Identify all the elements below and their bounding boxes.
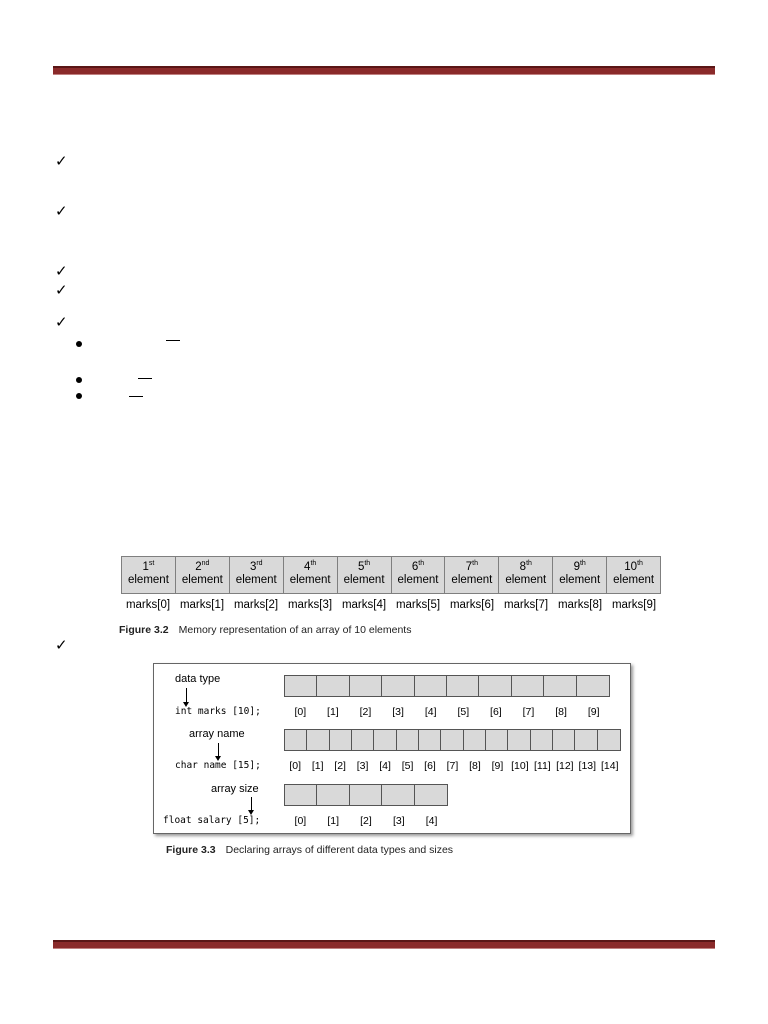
array-index-label: [4] [424, 706, 437, 718]
array-slot [531, 730, 553, 750]
array-index-label: [8] [555, 706, 567, 718]
array-slot [350, 676, 382, 696]
array-element-cell [284, 557, 338, 593]
element-ordinal: 7 [465, 561, 473, 573]
element-ordinal-suffix: th [637, 560, 643, 567]
array-slot [508, 730, 530, 750]
array-slot [598, 730, 620, 750]
element-ordinal-suffix: st [148, 560, 155, 567]
decl-char: char name [15]; [175, 760, 261, 771]
array-slot [577, 676, 609, 696]
element-subscript-label: marks[5] [395, 599, 441, 611]
array-slot [285, 730, 307, 750]
array-index-label: [1] [327, 706, 339, 718]
array-index-label: [2] [360, 815, 372, 827]
array-index-label: [6] [424, 760, 436, 772]
array-slot [397, 730, 419, 750]
array-index-label: [1] [311, 760, 324, 772]
element-word: element [343, 574, 385, 586]
array-index-label: [3] [392, 706, 404, 718]
array-slot [415, 676, 447, 696]
array-slot [464, 730, 486, 750]
array-element-cell [553, 557, 607, 593]
em-dash-1 [166, 340, 180, 341]
element-ordinal: 4 [304, 561, 311, 573]
label-data-type: data type [175, 673, 221, 685]
array-index-label: [0] [294, 815, 307, 827]
element-word: element [235, 574, 277, 586]
array-slot [352, 730, 374, 750]
array-index-label: [13] [578, 760, 597, 772]
label-array-name: array name [189, 728, 245, 740]
array-slot [330, 730, 352, 750]
element-subscript-label: marks[2] [233, 599, 279, 611]
element-ordinal-suffix: th [310, 560, 317, 567]
element-ordinal-suffix: nd [201, 560, 210, 567]
array-slot [307, 730, 329, 750]
element-ordinal-suffix: th [579, 560, 586, 567]
array-slot [382, 676, 414, 696]
caption-text: Memory representation of an array of 10 elements [178, 624, 412, 636]
sub-bullet-3 [76, 393, 82, 399]
memory-array-figure [121, 556, 661, 594]
element-word: element [559, 574, 601, 586]
check-bullet-2: ✓ [55, 203, 68, 220]
array-slot [350, 785, 382, 805]
array-index-label: [2] [334, 760, 346, 772]
decl-float: float salary [5]; [163, 815, 261, 826]
array-index-label: [5] [457, 706, 470, 718]
element-subscript-label: marks[9] [611, 599, 657, 611]
array-slot [441, 730, 463, 750]
caption-label: Figure 3.2 [119, 624, 169, 636]
header-rule [53, 66, 715, 75]
array-index-label: [12] [556, 760, 574, 772]
element-ordinal-suffix: th [526, 560, 532, 567]
element-word: element [613, 574, 655, 586]
array-index-label: [3] [356, 760, 369, 772]
array-element-cell [230, 557, 284, 593]
array-index-label: [0] [294, 706, 307, 718]
element-ordinal: 3 [249, 561, 257, 573]
element-subscript-label: marks[0] [125, 599, 171, 611]
element-word: element [289, 574, 331, 586]
check-bullet-4: ✓ [55, 282, 68, 299]
element-subscript-label: marks[3] [287, 599, 333, 611]
array-slot [382, 785, 414, 805]
element-ordinal-suffix: rd [256, 560, 263, 567]
array-slot [512, 676, 544, 696]
array-index-label: [0] [289, 760, 302, 772]
element-ordinal: 10 [624, 561, 638, 573]
array-index-label: [9] [587, 706, 600, 718]
element-subscript-label: marks[6] [449, 599, 495, 611]
array-index-label: [1] [327, 815, 340, 827]
float-array-boxes [284, 784, 448, 806]
check-bullet-3: ✓ [55, 263, 68, 280]
array-element-cell [338, 557, 392, 593]
array-index-label: [8] [469, 760, 481, 772]
array-element-cell [176, 557, 230, 593]
element-ordinal-suffix: th [418, 560, 425, 567]
array-index-label: [10] [511, 760, 529, 772]
sub-bullet-1 [76, 341, 82, 347]
element-word: element [127, 574, 169, 586]
array-slot [553, 730, 575, 750]
array-element-cell [392, 557, 446, 593]
sub-bullet-2 [76, 377, 82, 383]
element-ordinal: 1 [142, 561, 149, 573]
element-ordinal: 8 [519, 561, 527, 573]
array-index-label: [4] [425, 815, 438, 827]
element-subscript-label: marks[1] [179, 599, 225, 611]
memory-array-labels [121, 599, 661, 611]
element-ordinal: 9 [573, 561, 580, 573]
array-index-label: [7] [446, 760, 459, 772]
footer-rule [53, 940, 715, 949]
element-ordinal: 5 [357, 561, 365, 573]
element-word: element [505, 574, 547, 586]
array-index-label: [6] [490, 706, 502, 718]
element-subscript-label: marks[8] [557, 599, 603, 611]
check-bullet-6: ✓ [55, 637, 68, 654]
element-ordinal: 6 [411, 561, 419, 573]
array-slot [285, 676, 317, 696]
array-element-cell [445, 557, 499, 593]
array-index-label: [9] [491, 760, 504, 772]
caption-label: Figure 3.3 [166, 844, 216, 856]
array-slot [419, 730, 441, 750]
array-index-label: [7] [522, 706, 535, 718]
element-ordinal-suffix: th [364, 560, 371, 567]
array-element-cell [499, 557, 553, 593]
char-array-boxes [284, 729, 621, 751]
array-slot [575, 730, 597, 750]
element-subscript-label: marks[4] [341, 599, 387, 611]
array-index-label: [5] [401, 760, 414, 772]
array-index-label: [11] [533, 760, 551, 772]
array-slot [415, 785, 447, 805]
element-word: element [451, 574, 493, 586]
em-dash-3 [129, 396, 143, 397]
element-subscript-label: marks[7] [503, 599, 549, 611]
array-index-label: [4] [379, 760, 391, 772]
check-bullet-5: ✓ [55, 314, 68, 331]
label-array-size: array size [211, 783, 259, 795]
em-dash-2 [138, 378, 152, 379]
figure-3-2-caption [119, 624, 411, 636]
element-word: element [397, 574, 439, 586]
element-word: element [181, 574, 223, 586]
array-index-label: [14] [601, 760, 619, 772]
figure-3-3-caption [166, 844, 453, 856]
array-slot [285, 785, 317, 805]
array-element-cell [607, 557, 660, 593]
array-index-label: [3] [392, 815, 405, 827]
array-slot [479, 676, 511, 696]
array-declaration-figure [153, 663, 631, 834]
array-slot [317, 785, 349, 805]
array-index-label: [2] [359, 706, 372, 718]
array-slot [374, 730, 396, 750]
check-bullet-1: ✓ [55, 153, 68, 170]
array-slot [544, 676, 576, 696]
decl-int: int marks [10]; [175, 706, 261, 717]
int-array-boxes [284, 675, 610, 697]
caption-text: Declaring arrays of different data types and sizes [225, 844, 454, 856]
array-slot [317, 676, 349, 696]
array-element-cell [122, 557, 176, 593]
element-ordinal-suffix: th [472, 560, 479, 567]
array-slot [486, 730, 508, 750]
array-slot [447, 676, 479, 696]
element-ordinal: 2 [195, 561, 202, 573]
